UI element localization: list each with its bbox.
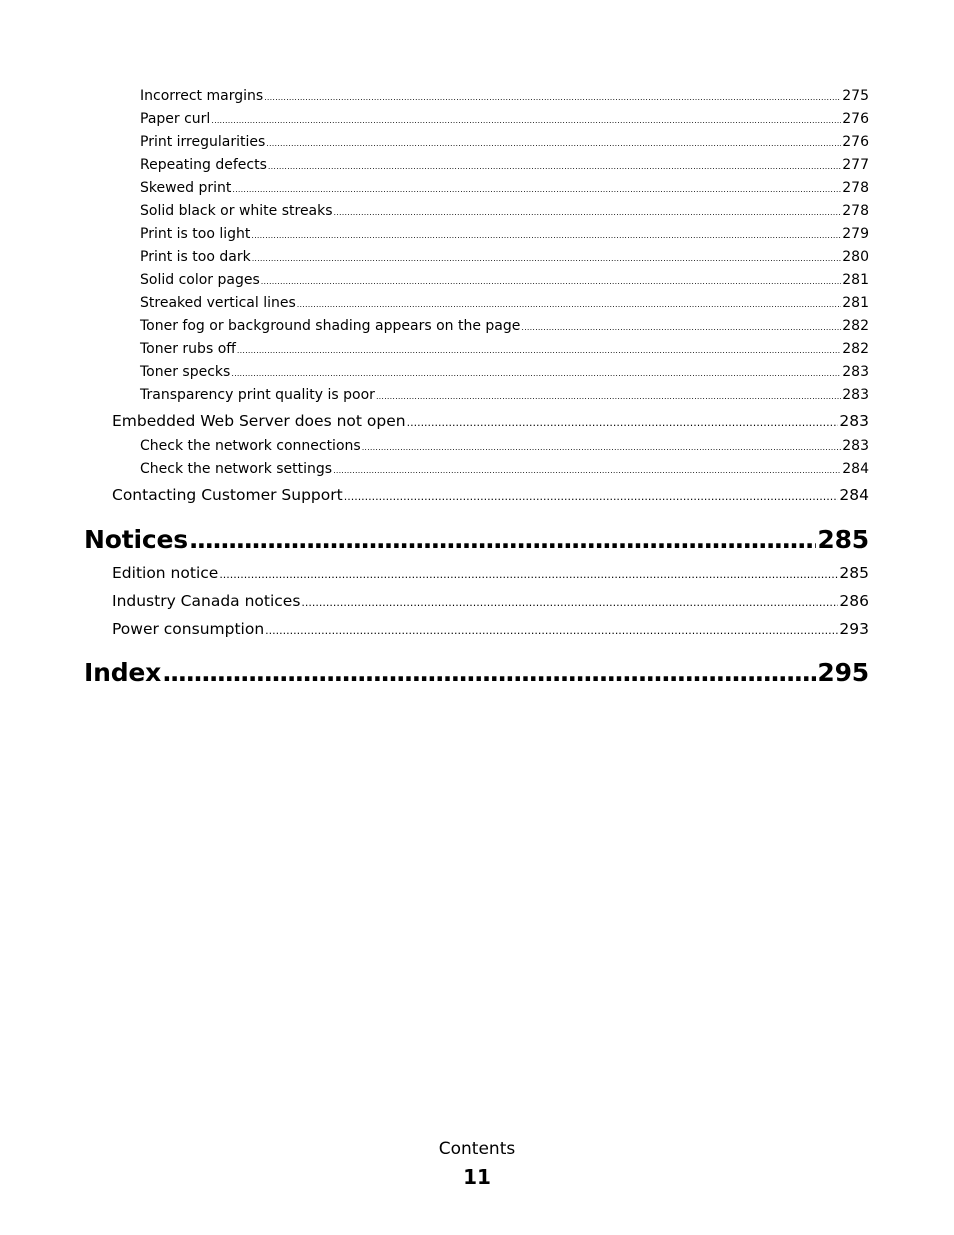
toc-entry-check-network-settings[interactable]	[140, 461, 869, 477]
dot-leader	[297, 300, 841, 309]
toc-entry-embedded-web-server[interactable]	[112, 412, 869, 430]
dot-leader	[266, 139, 841, 148]
toc-chapter-notices[interactable]	[84, 525, 869, 554]
dot-leader	[264, 93, 841, 102]
toc-entry-page: 283	[842, 438, 869, 454]
toc-entry-print-irregularities[interactable]	[140, 134, 869, 150]
dot-leader	[251, 231, 841, 240]
dot-leader	[231, 369, 841, 378]
toc-entry-streaked-vertical-lines[interactable]	[140, 295, 869, 311]
toc-entry-check-network-connections[interactable]	[140, 438, 869, 454]
toc-chapter-page: 295	[817, 658, 869, 687]
toc-entry-label: Industry Canada notices	[112, 592, 301, 610]
toc-entry-label: Print is too dark	[140, 249, 251, 265]
toc-entry-page: 283	[839, 412, 869, 430]
toc-entry-label: Toner fog or background shading appears on the page	[140, 318, 521, 334]
toc-entry-repeating-defects[interactable]	[140, 157, 869, 173]
dot-leader	[301, 596, 838, 609]
toc-entry-print-too-dark[interactable]	[140, 249, 869, 265]
toc-entry-power-consumption[interactable]	[112, 620, 869, 638]
toc-entry-page: 283	[842, 387, 869, 403]
toc-entry-page: 279	[842, 226, 869, 242]
toc-chapter-index[interactable]	[84, 658, 869, 687]
dot-leader	[333, 466, 841, 475]
toc-entry-label: Print is too light	[140, 226, 251, 242]
toc-entry-page: 284	[842, 461, 869, 477]
toc-entry-label: Power consumption	[112, 620, 265, 638]
toc-entry-label: Toner rubs off	[140, 341, 236, 357]
toc-entry-solid-black-or-white-streaks[interactable]	[140, 203, 869, 219]
toc-entry-toner-fog[interactable]	[140, 318, 869, 334]
toc-entry-label: Toner specks	[140, 364, 231, 380]
dot-leader	[219, 568, 838, 581]
toc-entry-page: 276	[842, 111, 869, 127]
toc-entry-page: 286	[839, 592, 869, 610]
toc-entry-page: 280	[842, 249, 869, 265]
toc-entry-label: Streaked vertical lines	[140, 295, 296, 311]
dot-leader	[362, 443, 842, 452]
toc-entry-page: 277	[842, 157, 869, 173]
dot-leader	[237, 346, 841, 355]
toc-entry-paper-curl[interactable]	[140, 111, 869, 127]
toc-entry-label: Solid black or white streaks	[140, 203, 333, 219]
toc-entry-page: 284	[839, 486, 869, 504]
toc-entry-label: Edition notice	[112, 564, 219, 582]
toc-entry-page: 293	[839, 620, 869, 638]
toc-entry-label: Check the network connections	[140, 438, 361, 454]
toc-entry-incorrect-margins[interactable]	[140, 88, 869, 104]
dot-leader	[344, 490, 839, 503]
toc-entry-label: Transparency print quality is poor	[140, 387, 375, 403]
toc-entry-toner-specks[interactable]	[140, 364, 869, 380]
toc-entry-edition-notice[interactable]	[112, 564, 869, 582]
toc-entry-page: 283	[842, 364, 869, 380]
toc-entry-page: 281	[842, 272, 869, 288]
dot-leader	[232, 185, 841, 194]
dot-leader	[521, 323, 841, 332]
toc-entry-page: 275	[842, 88, 869, 104]
toc-entry-transparency-print-quality[interactable]	[140, 387, 869, 403]
dot-leader	[252, 254, 842, 263]
toc-entry-label: Check the network settings	[140, 461, 333, 477]
toc-entry-page: 282	[842, 341, 869, 357]
toc-entry-label: Skewed print	[140, 180, 232, 196]
toc-chapter-label: Index	[84, 658, 162, 687]
footer-page-number: 11	[463, 1165, 491, 1189]
toc-entry-solid-color-pages[interactable]	[140, 272, 869, 288]
toc-entry-label: Paper curl	[140, 111, 211, 127]
toc-entry-print-too-light[interactable]	[140, 226, 869, 242]
toc-entry-page: 278	[842, 203, 869, 219]
toc-entry-toner-rubs-off[interactable]	[140, 341, 869, 357]
toc-entry-contacting-customer-support[interactable]	[112, 486, 869, 504]
toc-entry-label: Print irregularities	[140, 134, 266, 150]
toc-chapter-page: 285	[817, 525, 869, 554]
dot-leader	[334, 208, 842, 217]
dot-leader	[407, 416, 839, 429]
dot-leader	[376, 392, 841, 401]
dot-leader	[211, 116, 841, 125]
toc-entry-page: 282	[842, 318, 869, 334]
toc-entry-page: 278	[842, 180, 869, 196]
toc-entry-label: Contacting Customer Support	[112, 486, 343, 504]
toc-entry-industry-canada-notices[interactable]	[112, 592, 869, 610]
dot-leader	[268, 162, 841, 171]
dot-leader	[261, 277, 842, 286]
toc-entry-page: 276	[842, 134, 869, 150]
toc-entry-page: 281	[842, 295, 869, 311]
toc-chapter-label: Notices	[84, 525, 188, 554]
footer-section-title: Contents	[438, 1139, 516, 1159]
dot-leader	[265, 624, 838, 637]
dot-leader	[162, 658, 816, 687]
toc-entry-label: Embedded Web Server does not open	[112, 412, 406, 430]
toc-entry-page: 285	[839, 564, 869, 582]
toc-entry-label: Incorrect margins	[140, 88, 264, 104]
toc-entry-label: Repeating defects	[140, 157, 267, 173]
dot-leader	[189, 525, 817, 554]
toc-entry-skewed-print[interactable]	[140, 180, 869, 196]
toc-entry-label: Solid color pages	[140, 272, 260, 288]
